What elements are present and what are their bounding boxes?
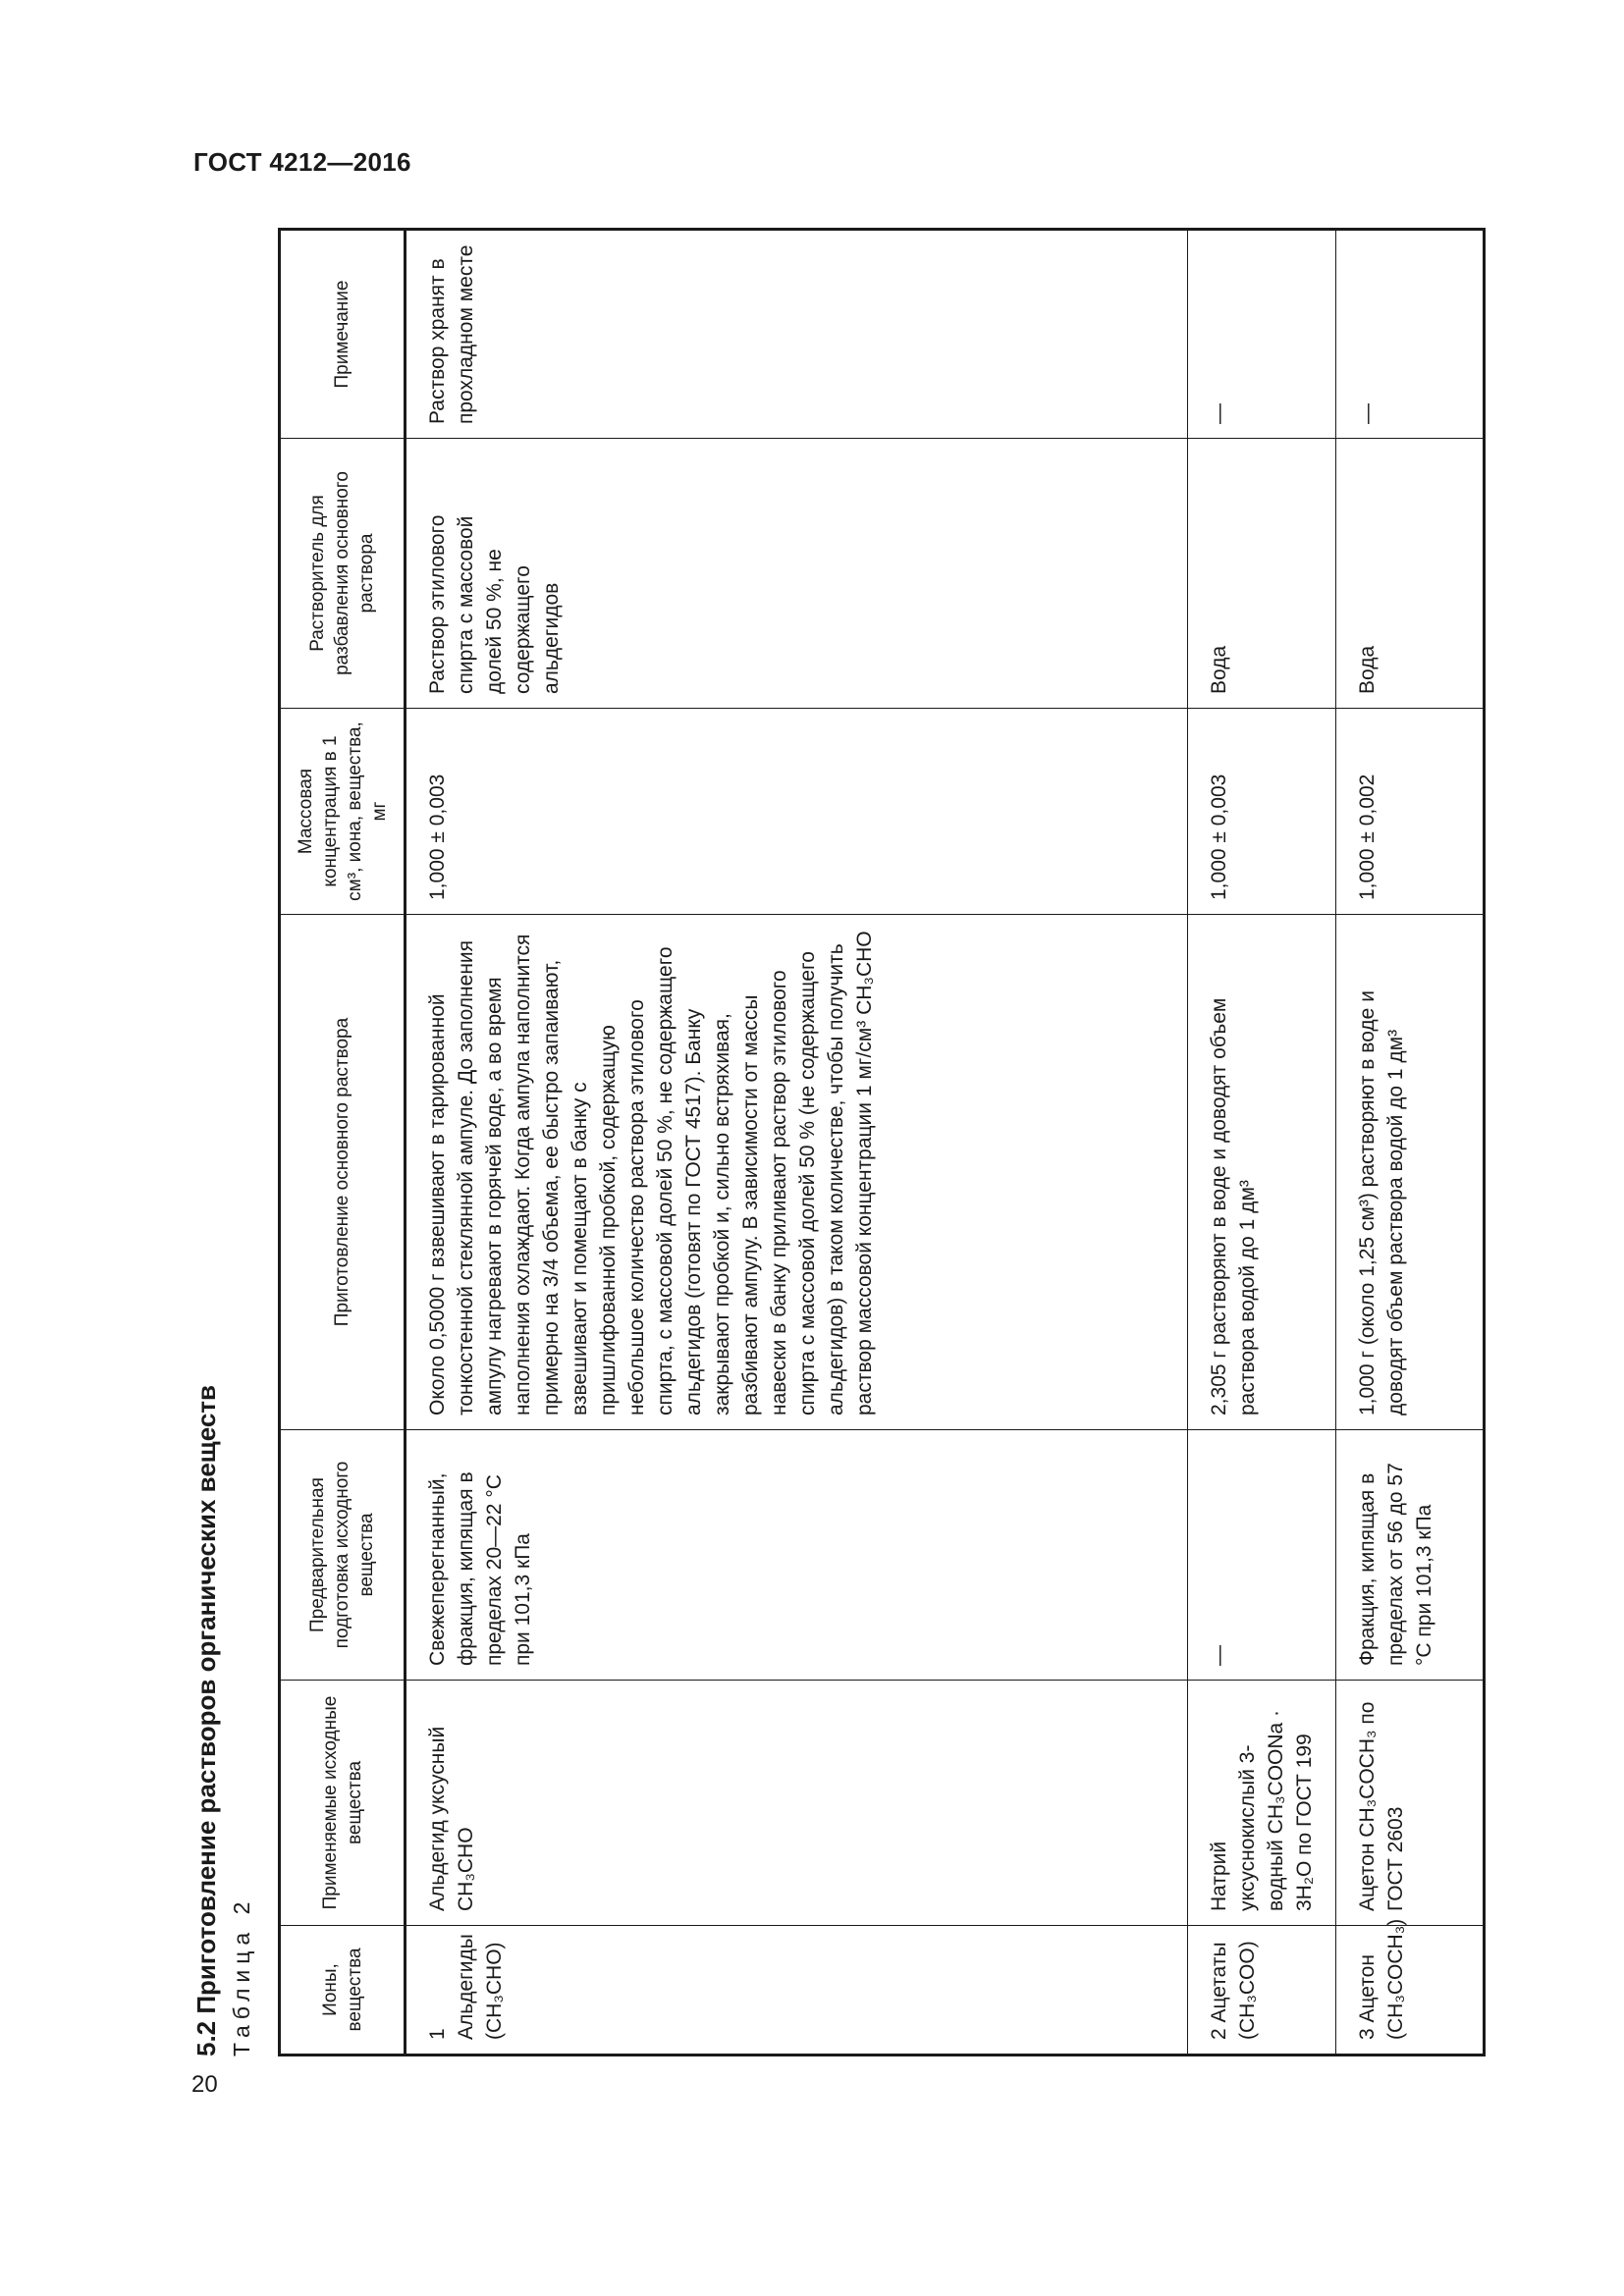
pretreatment-cell: Свежеперегнанный, фракция, кипящая в пределах 20—22 °С при 101,3 кПа [406, 1430, 1188, 1681]
column-header: Ионы, вещества [280, 1926, 406, 2056]
preparation-cell: 2,305 г растворяют в воде и доводят объем раствора водой до 1 дм³ [1187, 915, 1335, 1430]
column-header: Применяемые исходные вещества [280, 1681, 406, 1926]
table-header-row [280, 230, 406, 2056]
concentration-cell: 1,000 ± 0,003 [406, 709, 1188, 915]
column-header: Приготовление основного раствора [280, 915, 406, 1430]
ion-cell: 2 Ацетаты (CH₃COO) [1187, 1926, 1335, 2056]
preparation-cell: 1,000 г (около 1,25 см³) растворяют в воде и доводят объем раствора водой до 1 дм³ [1335, 915, 1484, 1430]
column-header: Примечание [280, 230, 406, 439]
note-cell: Раствор хранят в прохладном месте [406, 230, 1188, 439]
solvent-cell: Вода [1187, 439, 1335, 709]
solvent-cell: Раствор этилового спирта с массовой долей 50 %, не содержащего альдегидов [406, 439, 1188, 709]
concentration-cell: 1,000 ± 0,002 [1335, 709, 1484, 915]
source-cell: Натрий уксуснокислый 3-водный CH₃COONa · 3H₂O по ГОСТ 199 [1187, 1681, 1335, 1926]
note-cell: — [1187, 230, 1335, 439]
solvent-cell: Вода [1335, 439, 1484, 709]
table-label: Таблица 2 [229, 1896, 254, 2056]
preparation-cell: Около 0,5000 г взвешивают в тарированной тонкостенной стеклянной ампуле. До заполнения ампулу нагревают в горячей воде, а во время наполнения охлаждают. Когда ампула наполнится примерно на 3/4 объема, ее быстро запаивают, взвешивают и помещают в банку с пришлифованной пробкой, содержащую небольшое количество раствора этилового спирта, с массовой долей 50 %, не содержащего альдегидов (готовят по ГОСТ 4517). Банку закрывают пробкой и, сильно встряхивая, разбивают ампулу. В зависимости от массы навески в банку приливают раствор этилового спирта с массовой долей 50 % (не содержащего альдегидов) в таком количестве, чтобы получить раствор массовой концентрации 1 мг/см³ CH₃CHO [406, 915, 1188, 1430]
source-cell: Ацетон CH₃COCH₃ по ГОСТ 2603 [1335, 1681, 1484, 1926]
column-header: Предварительная подготовка исходного вещества [280, 1430, 406, 1681]
concentration-cell: 1,000 ± 0,003 [1187, 709, 1335, 915]
rotated-table-block [191, 231, 1435, 2056]
column-header: Массовая концентрация в 1 см³, иона, вещества, мг [280, 709, 406, 915]
column-header: Растворитель для разбавления основного раствора [280, 439, 406, 709]
section-heading: 5.2 Приготовление растворов органических веществ [191, 1384, 221, 2056]
note-cell: — [1335, 230, 1484, 439]
table-row [406, 230, 1188, 2056]
ion-cell: 1 Альдегиды (CH₃CHO) [406, 1926, 1188, 2056]
table-row [1335, 230, 1484, 2056]
pretreatment-cell: — [1187, 1430, 1335, 1681]
solutions-table [278, 228, 1486, 2056]
table-row [1187, 230, 1335, 2056]
ion-cell: 3 Ацетон (CH₃COCH₃) [1335, 1926, 1484, 2056]
page-number: 20 [191, 2071, 218, 2098]
source-cell: Альдегид уксусный CH₃CHO [406, 1681, 1188, 1926]
pretreatment-cell: Фракция, кипящая в пределах от 56 до 57 °С при 101,3 кПа [1335, 1430, 1484, 1681]
document-header: ГОСТ 4212—2016 [193, 147, 411, 177]
